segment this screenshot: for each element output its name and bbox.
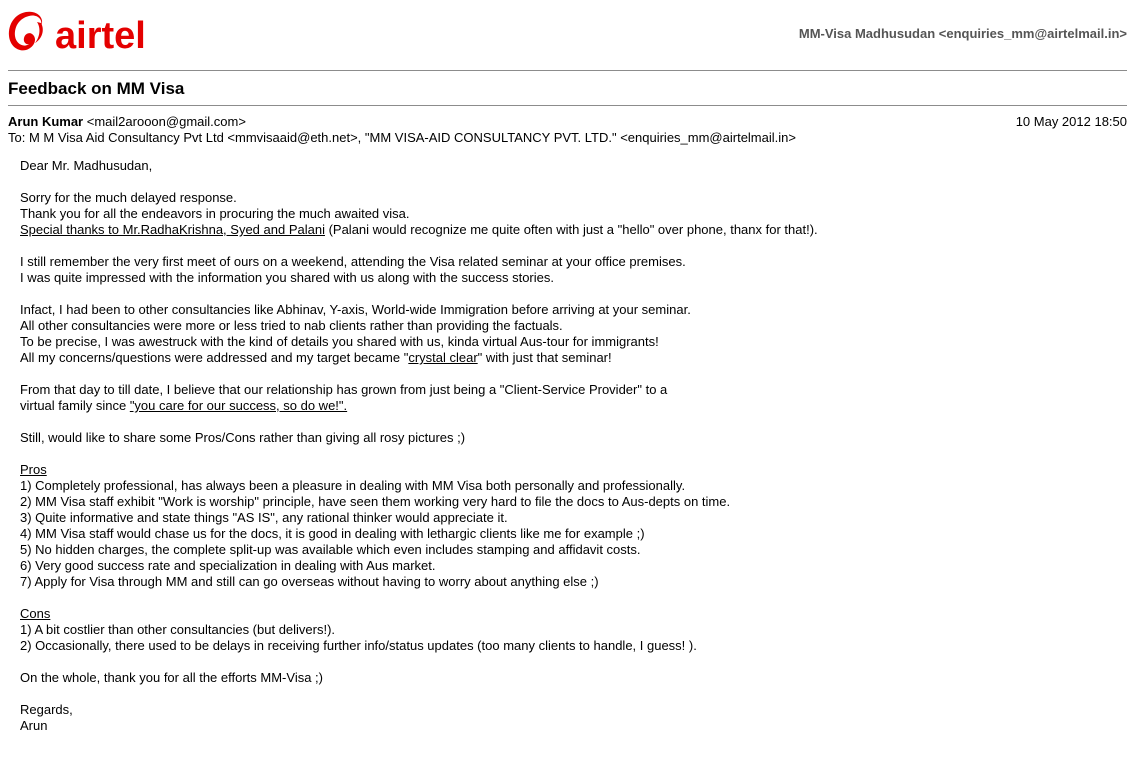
quote-underlined: "you care for our success, so do we!". (129, 398, 348, 413)
body-line (20, 222, 1120, 238)
thanks-rest: (Palani would recognize me quite often with just a "hello" over phone, thanx for that!). (324, 222, 818, 237)
recipients: To: M M Visa Aid Consultancy Pvt Ltd <mmvisaaid@eth.net>, "MM VISA-AID CONSULTANCY PVT. LTD." <enquiries_mm@airtelmail.in> (8, 130, 796, 145)
pros-item: 4) MM Visa staff would chase us for the docs, it is good in dealing with lethargic clients like me for example ;) (20, 526, 645, 541)
body-line: To be precise, I was awestruck with the kind of details you shared with us, kinda virtual Aus-tour for immigrants! (20, 334, 659, 349)
body-line: I still remember the very first meet of ours on a weekend, attending the Visa related seminar at your office premises. (20, 254, 686, 269)
email-subject: Feedback on MM Visa (8, 79, 185, 98)
body-line: Thank you for all the endeavors in procuring the much awaited visa. (20, 206, 410, 221)
sender-email: <mail2arooon@gmail.com> (86, 114, 246, 129)
body-line: Sorry for the much delayed response. (20, 190, 237, 205)
pros-heading: Pros (20, 462, 47, 477)
pros-item: 2) MM Visa staff exhibit "Work is worship" principle, have seen them working very hard to file the docs to Aus-depts on time. (20, 494, 731, 509)
body-line (20, 350, 1120, 366)
body-line (20, 398, 1120, 414)
body-line: Still, would like to share some Pros/Cons rather than giving all rosy pictures ;) (20, 430, 466, 445)
email-date: 10 May 2012 18:50 (1015, 114, 1127, 129)
pros-item: 7) Apply for Visa through MM and still can go overseas without having to worry about anything else ;) (20, 574, 599, 589)
pros-item: 3) Quite informative and state things "AS IS", any rational thinker would appreciate it. (20, 510, 508, 525)
header-divider (8, 70, 1127, 71)
closing-line: On the whole, thank you for all the efforts MM-Visa ;) (20, 670, 323, 685)
text-fragment: virtual family since (20, 398, 130, 413)
account-email: MM-Visa Madhusudan <enquiries_mm@airtelmail.in> (798, 26, 1127, 41)
text-fragment: " with just that seminar! (477, 350, 612, 365)
text-fragment: All my concerns/questions were addressed and my target became " (20, 350, 409, 365)
cons-item: 2) Occasionally, there used to be delays in receiving further info/status updates (too many clients to handle, I guess! ). (20, 638, 697, 653)
thanks-underlined: Special thanks to Mr.RadhaKrishna, Syed and Palani (20, 222, 325, 237)
greeting: Dear Mr. Madhusudan, (20, 158, 153, 173)
airtel-swirl-icon (9, 12, 43, 51)
crystal-clear-underlined: crystal clear (408, 350, 478, 365)
pros-item: 1) Completely professional, has always been a pleasure in dealing with MM Visa both personally and professionally. (20, 478, 686, 493)
pros-item: 6) Very good success rate and specialization in dealing with Aus market. (20, 558, 436, 573)
pros-item: 5) No hidden charges, the complete split-up was available which even includes stamping and affidavit costs. (20, 542, 641, 557)
body-line: All other consultancies were more or less tried to nab clients rather than providing the factuals. (20, 318, 563, 333)
airtel-wordmark: airtel (55, 15, 146, 56)
body-line: Infact, I had been to other consultancies like Abhinav, Y-axis, World-wide Immigration before arriving at your seminar. (20, 302, 691, 317)
regards: Regards, (20, 702, 73, 717)
cons-item: 1) A bit costlier than other consultancies (but delivers!). (20, 622, 336, 637)
body-line: From that day to till date, I believe that our relationship has grown from just being a "Client-Service Provider" to a (20, 382, 668, 397)
body-line: I was quite impressed with the information you shared with us along with the success stories. (20, 270, 554, 285)
cons-heading: Cons (20, 606, 51, 621)
subject-divider (8, 105, 1127, 106)
email-body (20, 158, 1120, 734)
signature: Arun (20, 718, 48, 733)
email-meta (8, 114, 1127, 146)
airtel-logo (7, 10, 155, 56)
sender-name: Arun Kumar (8, 114, 84, 129)
from-row (8, 114, 1127, 130)
